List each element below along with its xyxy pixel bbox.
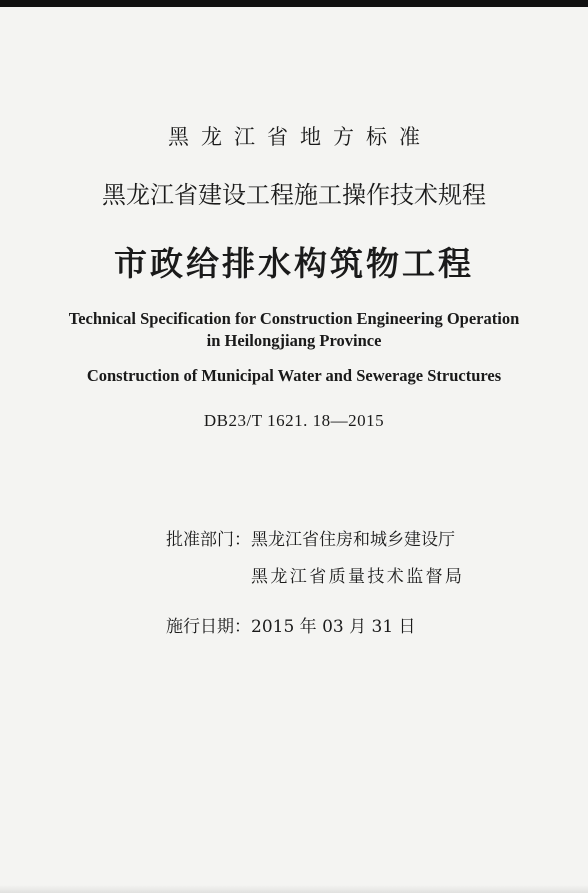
english-subtitle: Construction of Municipal Water and Sewerage Structures [86, 366, 502, 385]
effective-date-label: 施行日期： [166, 617, 251, 637]
scan-bottom-edge [0, 885, 588, 893]
effective-date: 2015 年 03 月 31 日 [251, 617, 416, 637]
standard-code: DB23/T 1621. 18—2015 [203, 411, 385, 430]
main-title: 市政给排水构筑物工程 [114, 244, 474, 283]
approval-label: 批准部门： [166, 530, 251, 550]
scan-top-edge [0, 0, 588, 7]
english-title-line-2: in Heilongjiang Province [206, 331, 382, 350]
approval-department-2: 黑龙江省质量技术监督局 [251, 567, 465, 587]
standard-type: 黑龙江省地方标准 [168, 125, 432, 149]
series-title: 黑龙江省建设工程施工操作技术规程 [102, 181, 486, 209]
english-title-line-1: Technical Specification for Construction Engineering Operation [68, 309, 520, 328]
approval-department-1: 黑龙江省住房和城乡建设厅 [251, 530, 455, 550]
